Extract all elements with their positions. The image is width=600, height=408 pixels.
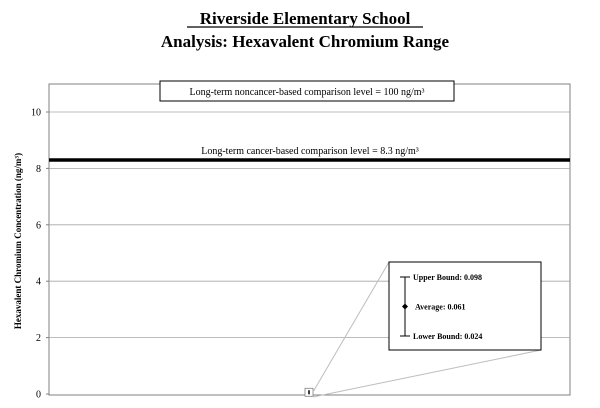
noncancer-annotation-label: Long-term noncancer-based comparison level = 100 ng/m³ <box>189 87 425 98</box>
y-tick-label: 4 <box>36 276 41 288</box>
y-tick-label: 8 <box>36 163 41 175</box>
lower-bound-label: Lower Bound: 0.024 <box>413 332 483 341</box>
chart-subtitle: Analysis: Hexavalent Chromium Range <box>160 32 450 51</box>
y-axis-label: Hexavalent Chromium Concentration (ng/m³) <box>13 152 23 330</box>
reference-label-cancer: Long-term cancer-based comparison level = 8.3 ng/m³ <box>201 145 419 157</box>
y-tick-label: 0 <box>36 389 41 401</box>
y-tick-label: 10 <box>31 107 41 119</box>
average-label: Average: 0.061 <box>415 302 466 312</box>
upper-bound-label: Upper Bound: 0.098 <box>413 273 482 282</box>
chart-title: Riverside Elementary School <box>199 9 411 28</box>
y-tick-label: 6 <box>36 220 41 232</box>
y-tick-label: 2 <box>36 333 41 345</box>
